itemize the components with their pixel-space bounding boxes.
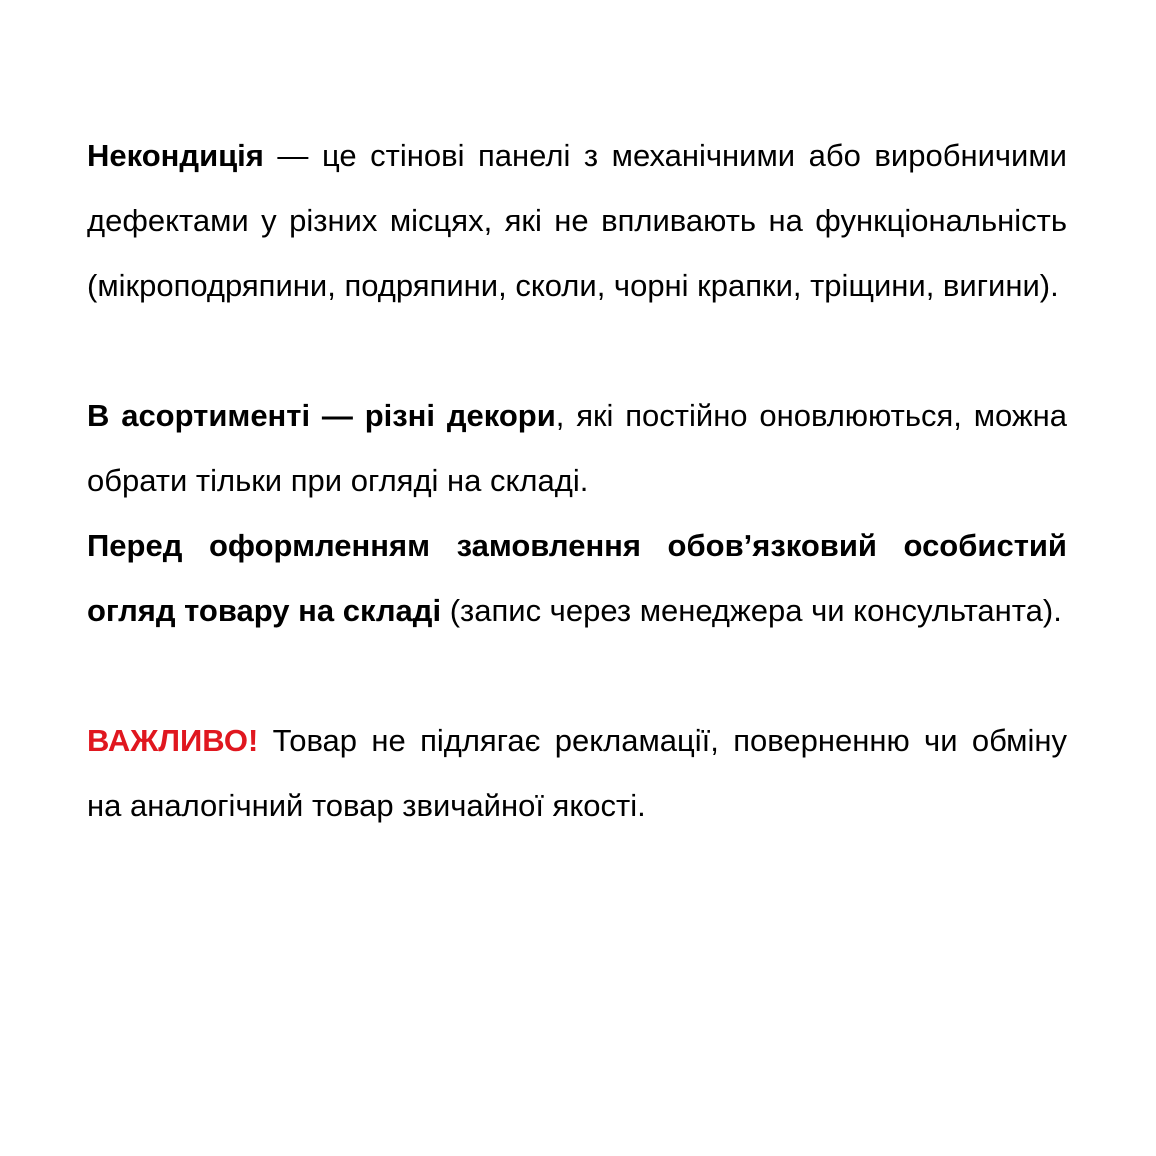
paragraph-spacer (87, 643, 1067, 708)
inspection-text: (запис через менеджера чи консультанта). (441, 593, 1062, 628)
paragraph-defect-definition (87, 123, 1067, 318)
assortment-text: , які постійно оновлюються, можна обрати тільки при огляді на складі. (87, 398, 1067, 498)
paragraph-assortment (87, 383, 1067, 513)
important-label: ВАЖЛИВО! (87, 723, 259, 758)
definition-text: — це стінові панелі з механічними або виробничими дефектами у різних місцях, які не впливають на функціональність (мікроподряпини, подряпини, сколи, чорні крапки, тріщини, вигини). (87, 138, 1067, 303)
paragraph-important (87, 708, 1067, 838)
inspection-lead: Перед оформленням замовлення обовʼязковий особистий огляд товару на складі (87, 528, 1067, 628)
term-nekondytsiia: Некондиція (87, 138, 264, 173)
content-text-block (87, 123, 1067, 838)
paragraph-spacer (87, 318, 1067, 383)
paragraph-inspection (87, 513, 1067, 643)
assortment-lead: В асортименті — різні декори (87, 398, 556, 433)
important-text: Товар не підлягає рекламації, поверненню чи обміну на аналогічний товар звичайної якості. (87, 723, 1067, 823)
